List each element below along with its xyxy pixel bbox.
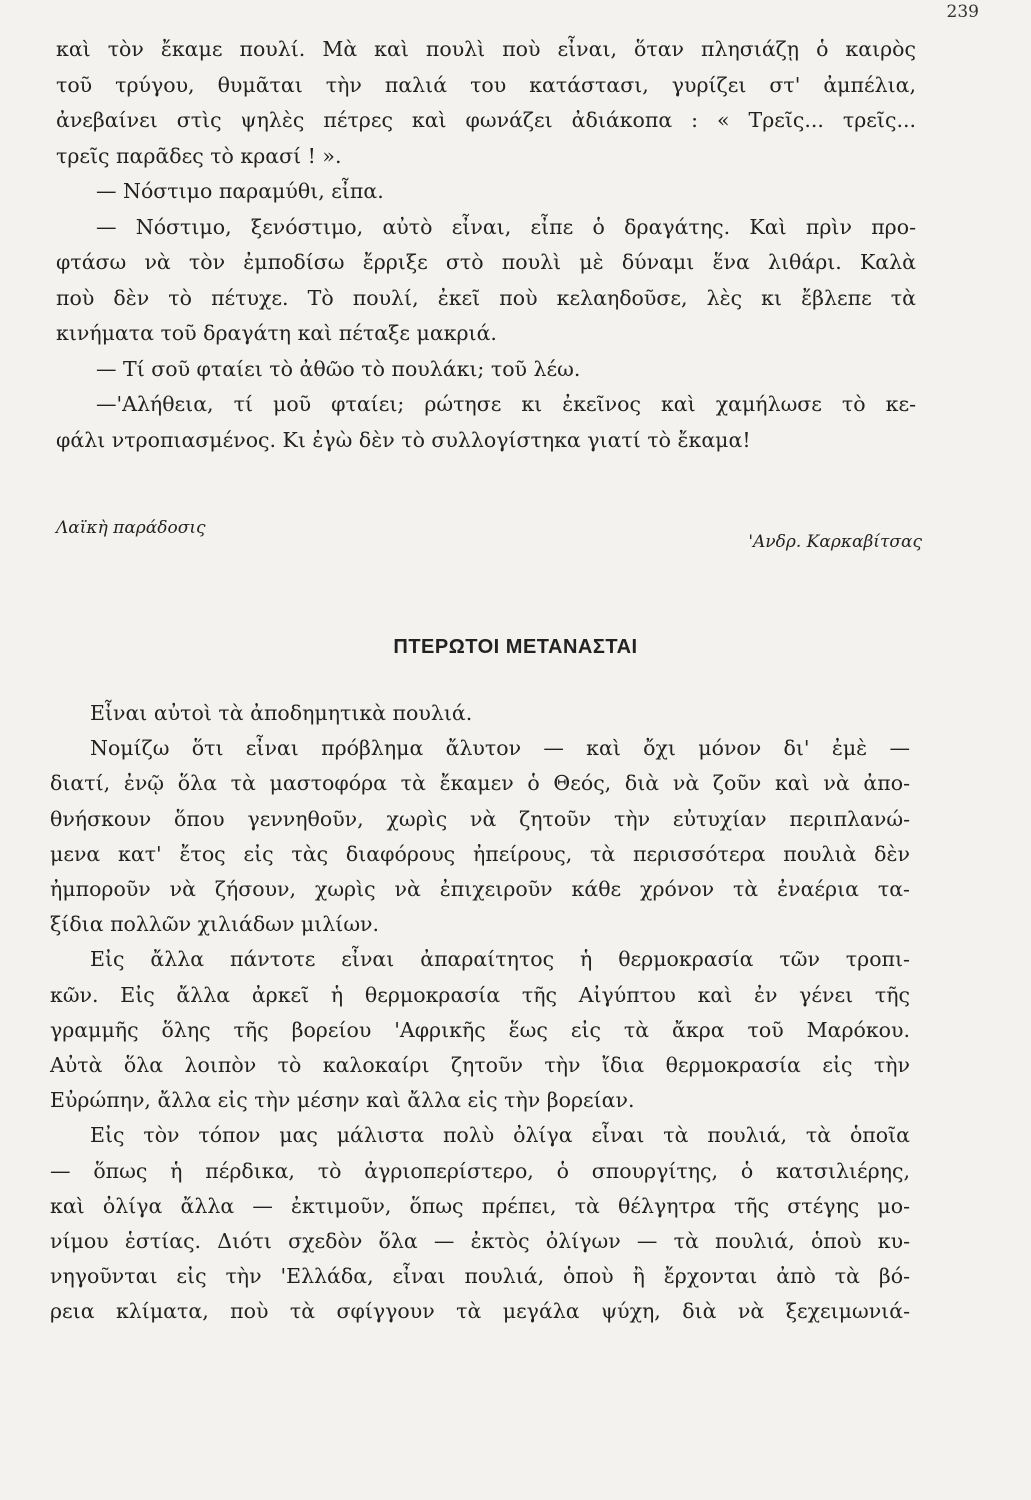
text-line: Αὐτὰ ὅλα λοιπὸν τὸ καλοκαίρι ζητοῦν τὴν ἴδια θερμοκρασία εἰς τὴν (50, 1053, 910, 1078)
section-body (50, 696, 910, 1330)
text-line: τρεῖς παρᾶδες τὸ κρασί ! ». (56, 143, 342, 168)
text-line: Εἶναι αὐτοὶ τὰ ἀποδημητικὰ πουλιά. (90, 701, 473, 725)
text-line: ξίδια πολλῶν χιλιάδων μιλίων. (50, 912, 380, 937)
text-line: διατί, ἐνῷ ὅλα τὰ μαστοφόρα τὰ ἔκαμεν ὁ Θεός, διὰ νὰ ζοῦν καὶ νὰ ἀπο- (50, 771, 910, 796)
text-line: — ὅπως ἡ πέρδικα, τὸ ἀγριοπερίστερο, ὁ σπουργίτης, ὁ κατσιλιέρης, (50, 1158, 910, 1183)
text-line: — Νόστιμο, ξενόστιμο, αὐτὸ εἶναι, εἶπε ὁ δραγάτης. Καὶ πρὶν προ- (96, 214, 916, 239)
text-line: τοῦ τρύγου, θυμᾶται τὴν παλιά του κατάστασι, γυρίζει στ' ἀμπέλια, (56, 72, 916, 97)
text-line: Εὐρώπην, ἄλλα εἰς τὴν μέσην καὶ ἄλλα εἰς τὴν βορείαν. (50, 1088, 635, 1113)
source-label: Λαϊκὴ παράδοσις (56, 518, 206, 538)
text-line: ποὺ δὲν τὸ πέτυχε. Τὸ πουλί, ἐκεῖ ποὺ κελαηδοῦσε, λὲς κι ἔβλεπε τὰ (56, 285, 916, 310)
text-line: μενα κατ' ἔτος εἰς τὰς διαφόρους ἠπείρους, τὰ περισσότερα πουλιὰ δὲν (50, 841, 910, 866)
text-line: — Τί σοῦ φταίει τὸ ἀθῶο τὸ πουλάκι; τοῦ λέω. (96, 356, 581, 381)
text-line: καὶ τὸν ἔκαμε πουλί. Μὰ καὶ πουλὶ ποὺ εἶναι, ὅταν πλησιάζῃ ὁ καιρὸς (56, 37, 916, 61)
author-name: 'Ανδρ. Καρκαβίτσας (748, 532, 922, 552)
page-number: 239 (946, 2, 979, 22)
text-line: κινήματα τοῦ δραγάτη καὶ πέταξε μακριά. (56, 321, 497, 345)
section-title: ΠΤΕΡΩΤΟΙ ΜΕΤΑΝΑΣΤΑΙ (393, 636, 638, 658)
text-line: —'Αλήθεια, τί μοῦ φταίει; ρώτησε κι ἐκεῖνος καὶ χαμήλωσε τὸ κε- (96, 392, 916, 416)
text-line: κῶν. Εἰς ἄλλα ἀρκεῖ ἡ θερμοκρασία τῆς Αἰγύπτου καὶ ἐν γένει τῆς (50, 982, 910, 1007)
text-line: νηγοῦνται εἰς τὴν 'Ελλάδα, εἶναι πουλιά, ὁποὺ ἢ ἔρχονται ἀπὸ τὰ βό- (50, 1264, 910, 1289)
text-line: Εἰς ἄλλα πάντοτε εἶναι ἀπαραίτητος ἡ θερμοκρασία τῶν τροπι- (90, 947, 910, 972)
text-line: φτάσω νὰ τὸν ἐμποδίσω ἔρριξε στὸ πουλὶ μὲ δύναμι ἕνα λιθάρι. Καλὰ (56, 250, 916, 274)
text-line: γραμμῆς ὅλης τῆς βορείου 'Αφρικῆς ἕως εἰς τὰ ἄκρα τοῦ Μαρόκου. (50, 1017, 910, 1042)
text-line: Νομίζω ὅτι εἶναι πρόβλημα ἄλυτον — καὶ ὄχι μόνον δι' ἐμὲ — (90, 736, 910, 761)
text-line: νίμου ἑστίας. Διότι σχεδὸν ὅλα — ἐκτὸς ὀλίγων — τὰ πουλιά, ὁποὺ κυ- (50, 1229, 910, 1254)
text-line: θνήσκουν ὅπου γεννηθοῦν, χωρὶς νὰ ζητοῦν τὴν εὐτυχίαν περιπλανώ- (50, 806, 910, 831)
text-line: — Νόστιμο παραμύθι, εἶπα. (96, 179, 384, 203)
text-line: ρεια κλίματα, ποὺ τὰ σφίγγουν τὰ μεγάλα ψύχη, διὰ νὰ ξεχειμωνιά- (50, 1299, 910, 1324)
attribution (56, 518, 922, 558)
text-line: καὶ ὀλίγα ἄλλα — ἐκτιμοῦν, ὅπως πρέπει, τὰ θέλγητρα τῆς στέγης μο- (50, 1193, 910, 1218)
dialogue-text (56, 32, 916, 458)
text-line: Εἰς τὸν τόπον μας μάλιστα πολὺ ὀλίγα εἶναι τὰ πουλιά, τὰ ὁποῖα (90, 1123, 910, 1148)
text-line: ἀνεβαίνει στὶς ψηλὲς πέτρες καὶ φωνάζει ἀδιάκοπα : « Τρεῖς... τρεῖς... (56, 108, 916, 132)
text-line: φάλι ντροπιασμένος. Κι ἐγὼ δὲν τὸ συλλογίστηκα γιατί τὸ ἔκαμα! (56, 427, 751, 452)
text-line: ἠμποροῦν νὰ ζήσουν, χωρὶς νὰ ἐπιχειροῦν κάθε χρόνον τὰ ἐναέρια τα- (50, 877, 910, 902)
